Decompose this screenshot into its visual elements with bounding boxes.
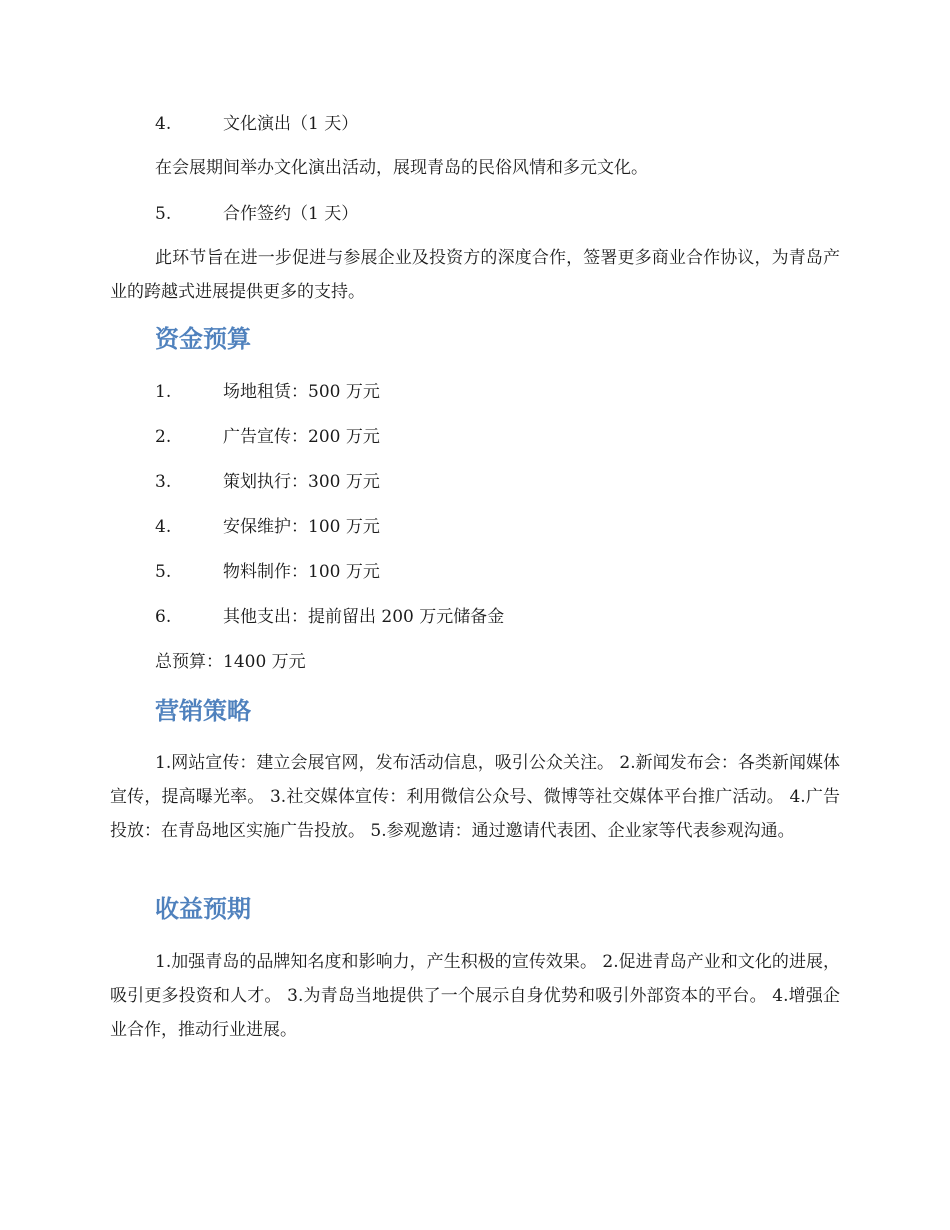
- list-item-number: 6.: [155, 607, 172, 627]
- paragraph: 此环节旨在进一步促进与参展企业及投资方的深度合作，签署更多商业合作协议，为青岛产业的跨越式进展提供更多的支持。: [110, 248, 840, 302]
- list-item-number: 3.: [155, 472, 172, 492]
- list-item-text: 安保维护：100 万元: [223, 517, 380, 537]
- section-heading-budget: 资金预算: [155, 325, 251, 353]
- section-heading-marketing: 营销策略: [155, 697, 251, 725]
- list-item-text: 策划执行：300 万元: [223, 472, 380, 492]
- paragraph: 在会展期间举办文化演出活动，展现青岛的民俗风情和多元文化。: [155, 158, 648, 178]
- paragraph: 1.加强青岛的品牌知名度和影响力，产生积极的宣传效果。 2.促进青岛产业和文化的进展，吸引更多投资和人才。 3.为青岛当地提供了一个展示自身优势和吸引外部资本的平台。 4.增强企业合作，推动行业进展。: [110, 952, 840, 1040]
- list-item-number: 1.: [155, 382, 172, 402]
- list-item-text: 合作签约（1 天）: [223, 204, 359, 224]
- list-item-text: 文化演出（1 天）: [223, 114, 359, 134]
- list-item-text: 广告宣传：200 万元: [223, 427, 380, 447]
- list-item-number: 4.: [155, 517, 172, 537]
- paragraph: 1.网站宣传：建立会展官网，发布活动信息，吸引公众关注。 2.新闻发布会：各类新闻媒体宣传，提高曝光率。 3.社交媒体宣传：利用微信公众号、微博等社交媒体平台推广活动。 4.广告投放：在青岛地区实施广告投放。 5.参观邀请：通过邀请代表团、企业家等代表参观沟通。: [110, 753, 840, 841]
- list-item-number: 5.: [155, 562, 172, 582]
- list-item-text: 其他支出：提前留出 200 万元储备金: [223, 607, 505, 627]
- section-heading-returns: 收益预期: [155, 895, 251, 923]
- list-item-number: 2.: [155, 427, 172, 447]
- list-item-number: 5.: [155, 204, 172, 224]
- list-item-text: 物料制作：100 万元: [223, 562, 380, 582]
- budget-total: 总预算：1400 万元: [155, 652, 306, 672]
- list-item-number: 4.: [155, 114, 172, 134]
- list-item-text: 场地租赁：500 万元: [223, 382, 380, 402]
